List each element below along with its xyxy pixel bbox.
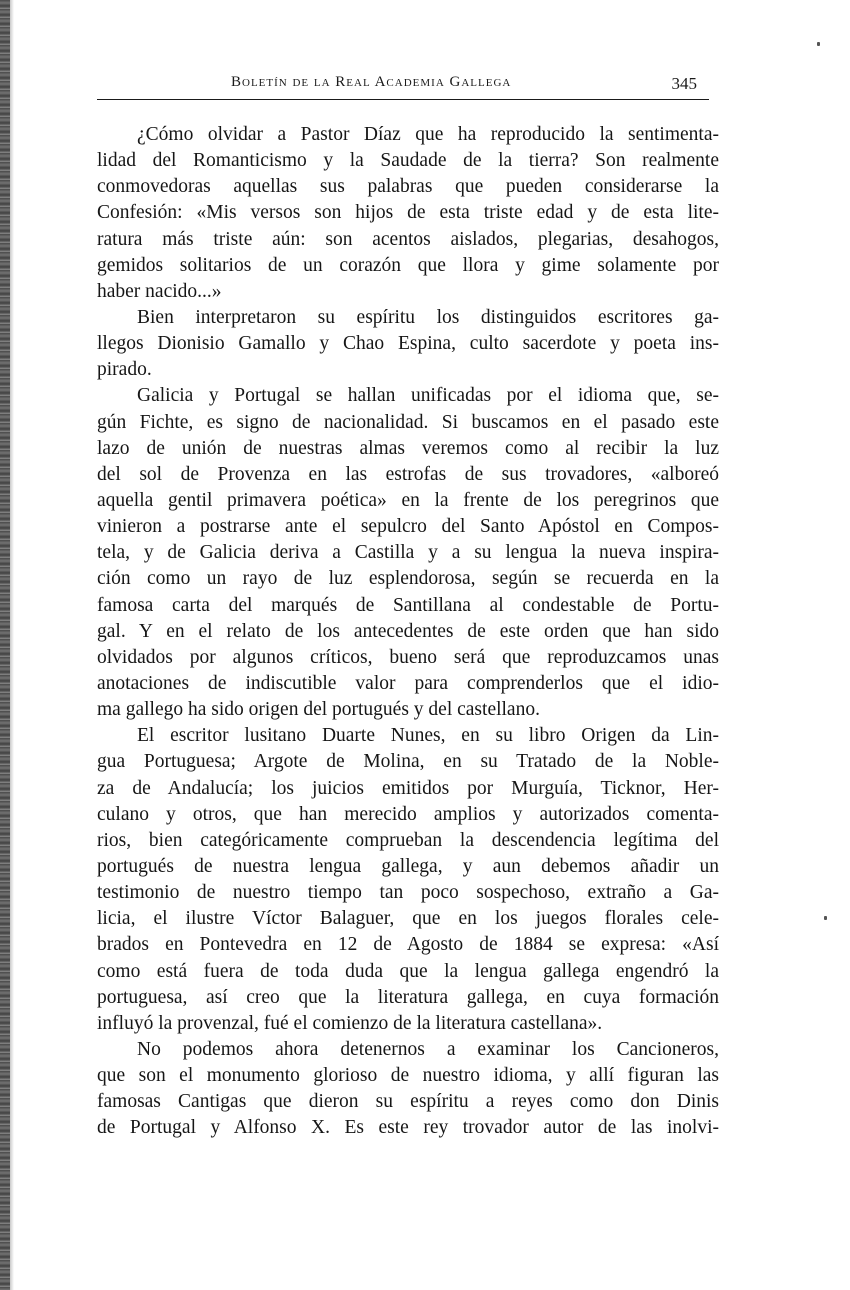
header-rule <box>97 99 709 100</box>
page-binding-edge <box>0 0 10 1290</box>
text-line: rios, bien categóricamente comprueban la descendencia legítima del <box>97 829 719 851</box>
text-line: Bien interpretaron su espíritu los distinguidos escritores ga- <box>137 306 719 328</box>
text-line: gua Portuguesa; Argote de Molina, en su Tratado de la Noble- <box>97 751 719 773</box>
text-line: lazo de unión de nuestras almas veremos como al recibir la luz <box>97 437 719 459</box>
text-line: famosa carta del marqués de Santillana al condestable de Portu- <box>97 594 719 616</box>
text-line: ¿Cómo olvidar a Pastor Díaz que ha reproducido la sentimenta- <box>137 124 719 145</box>
text-line: portuguesa, así creo que la literatura gallega, en cuya formación <box>97 986 719 1008</box>
text-line: No podemos ahora detenernos a examinar los Cancioneros, <box>137 1038 719 1060</box>
scan-speck <box>824 916 827 920</box>
text-line: anotaciones de indiscutible valor para comprenderlos que el idio- <box>97 672 719 694</box>
text-line: conmovedoras aquellas sus palabras que pueden considerarse la <box>97 176 719 198</box>
text-line: tela, y de Galicia deriva a Castilla y a su lengua la nueva inspira- <box>97 542 719 564</box>
text-line: Confesión: «Mis versos son hijos de esta triste edad y de esta lite- <box>97 202 719 224</box>
text-line: ción como un rayo de luz esplendorosa, según se recuerda en la <box>97 568 719 590</box>
text-line: gemidos solitarios de un corazón que llora y gime solamente por <box>97 254 719 276</box>
text-line: za de Andalucía; los juicios emitidos por Murguía, Ticknor, Her- <box>97 777 719 799</box>
text-line: aquella gentil primavera poética» en la frente de los peregrinos que <box>97 489 719 511</box>
page-number: 345 <box>671 74 697 93</box>
text-line: gal. Y en el relato de los antecedentes de este orden que han sido <box>97 620 719 642</box>
text-line: gún Fichte, es signo de nacionalidad. Si buscamos en el pasado este <box>97 411 719 433</box>
text-line: famosas Cantigas que dieron su espíritu a reyes como don Dinis <box>97 1091 719 1113</box>
text-line: El escritor lusitano Duarte Nunes, en su libro Origen da Lin- <box>137 725 719 747</box>
text-line: culano y otros, que han merecido amplios y autorizados comenta- <box>97 803 719 825</box>
text-line: haber nacido...» <box>97 280 222 302</box>
text-line: Galicia y Portugal se hallan unificadas por el idioma que, se- <box>137 385 719 407</box>
page-header <box>97 74 709 96</box>
text-line: testimonio de nuestro tiempo tan poco sospechoso, extraño a Ga- <box>97 882 719 904</box>
text-line: lidad del Romanticismo y la Saudade de la tierra? Son realmente <box>97 150 719 172</box>
text-line: de Portugal y Alfonso X. Es este rey trovador autor de las inolvi- <box>97 1117 719 1139</box>
text-line: brados en Pontevedra en 12 de Agosto de 1884 se expresa: «Así <box>97 934 719 956</box>
text-line: del sol de Provenza en las estrofas de sus trovadores, «alboreó <box>97 463 719 485</box>
text-line: ratura más triste aún: son acentos aislados, plegarias, desahogos, <box>97 228 719 250</box>
scan-speck <box>817 42 820 46</box>
text-line: llegos Dionisio Gamallo y Chao Espina, culto sacerdote y poeta ins- <box>97 333 719 355</box>
body-text <box>97 122 719 1141</box>
text-line: portugués de nuestra lengua gallega, y aun debemos añadir un <box>97 855 719 877</box>
text-line: que son el monumento glorioso de nuestro idioma, y allí figuran las <box>97 1065 719 1087</box>
text-line: ma gallego ha sido origen del portugués y del castellano. <box>97 699 540 721</box>
text-line: licia, el ilustre Víctor Balaguer, que en los juegos florales cele- <box>97 908 719 930</box>
text-line: olvidados por algunos críticos, bueno será que reproduzcamos unas <box>97 646 719 668</box>
text-line: influyó la provenzal, fué el comienzo de la literatura castellana». <box>97 1012 603 1034</box>
running-head: Boletín de la Real Academia Gallega <box>231 74 512 90</box>
text-line: como está fuera de toda duda que la lengua gallega engendró la <box>97 960 719 982</box>
text-line: pirado. <box>97 359 152 381</box>
text-line: vinieron a postrarse ante el sepulcro del Santo Apóstol en Compos- <box>97 516 719 538</box>
